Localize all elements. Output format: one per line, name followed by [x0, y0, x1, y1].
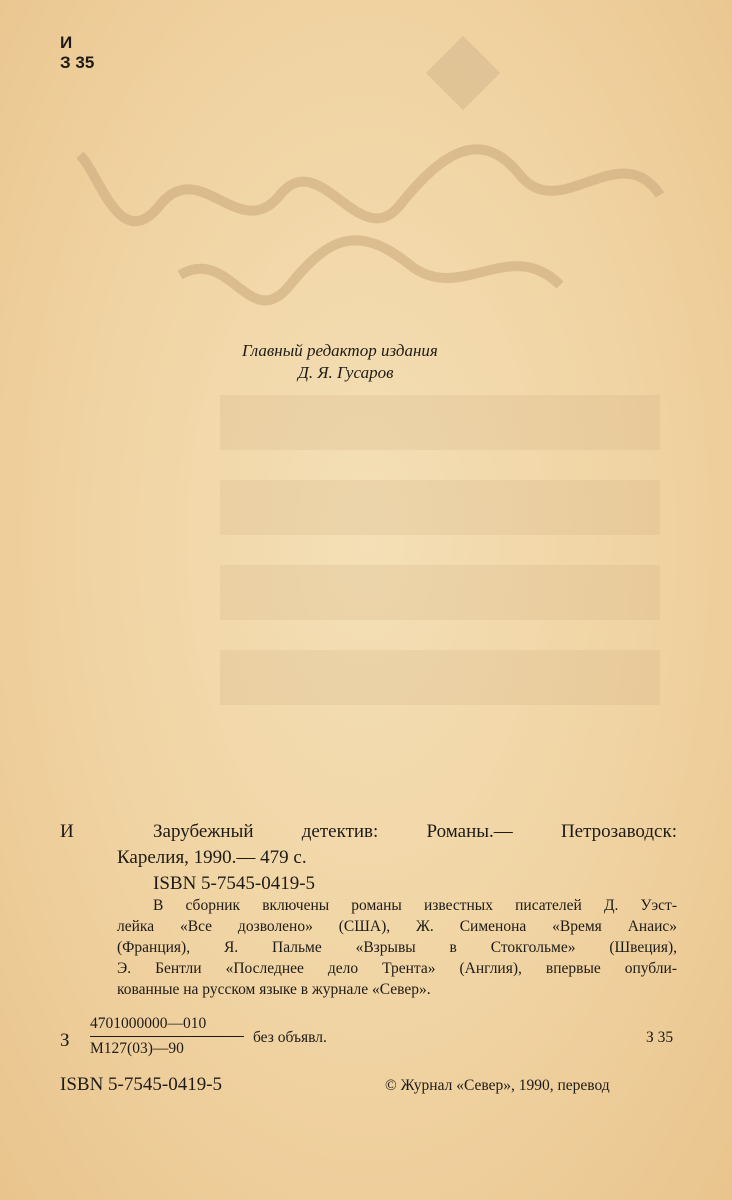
show-through-diamond: [426, 36, 500, 110]
fraction-numerator: 4701000000—010: [90, 1013, 244, 1037]
show-through-script-strokes: [60, 115, 680, 315]
catalog-entry-line2: Карелия, 1990.— 479 с.: [117, 847, 307, 868]
chief-editor-name: Д. Я. Гусаров: [298, 363, 394, 382]
catalog-entry-line1: Зарубежный детектив: Романы.— Петрозаводск:: [153, 821, 677, 842]
index-letter-top: И: [60, 33, 73, 52]
annotation-line-5: кованные на русском языке в журнале «Север».: [117, 981, 431, 998]
fraction-denominator: М127(03)—90: [90, 1040, 184, 1057]
footer-isbn: ISBN 5-7545-0419-5: [60, 1074, 223, 1095]
copyright-notice: © Журнал «Север», 1990, перевод: [385, 1077, 610, 1094]
catalog-index-letter: И: [60, 821, 74, 842]
show-through-script: [60, 115, 680, 315]
annotation-line-4: Э. Бентли «Последнее дело Трента» (Англия), впервые опубли-: [117, 960, 677, 977]
fraction-prefix: З: [60, 1030, 70, 1051]
author-mark-top: З 35: [60, 53, 95, 72]
show-through-block: [220, 395, 660, 715]
annotation-line-2: лейка «Все дозволено» (США), Ж. Сименона «Время Анаис»: [117, 918, 677, 935]
no-announcement-note: без объявл.: [253, 1029, 327, 1046]
chief-editor-title: Главный редактор издания: [242, 341, 438, 360]
author-mark-bottom: З 35: [646, 1029, 674, 1046]
annotation-line-3: (Франция), Я. Пальме «Взрывы в Стокгольме» (Швеция),: [117, 939, 677, 956]
catalog-isbn: ISBN 5-7545-0419-5: [153, 873, 316, 894]
order-fraction: [90, 1013, 244, 1059]
annotation-line-1: В сборник включены романы известных писателей Д. Уэст-: [153, 897, 677, 914]
